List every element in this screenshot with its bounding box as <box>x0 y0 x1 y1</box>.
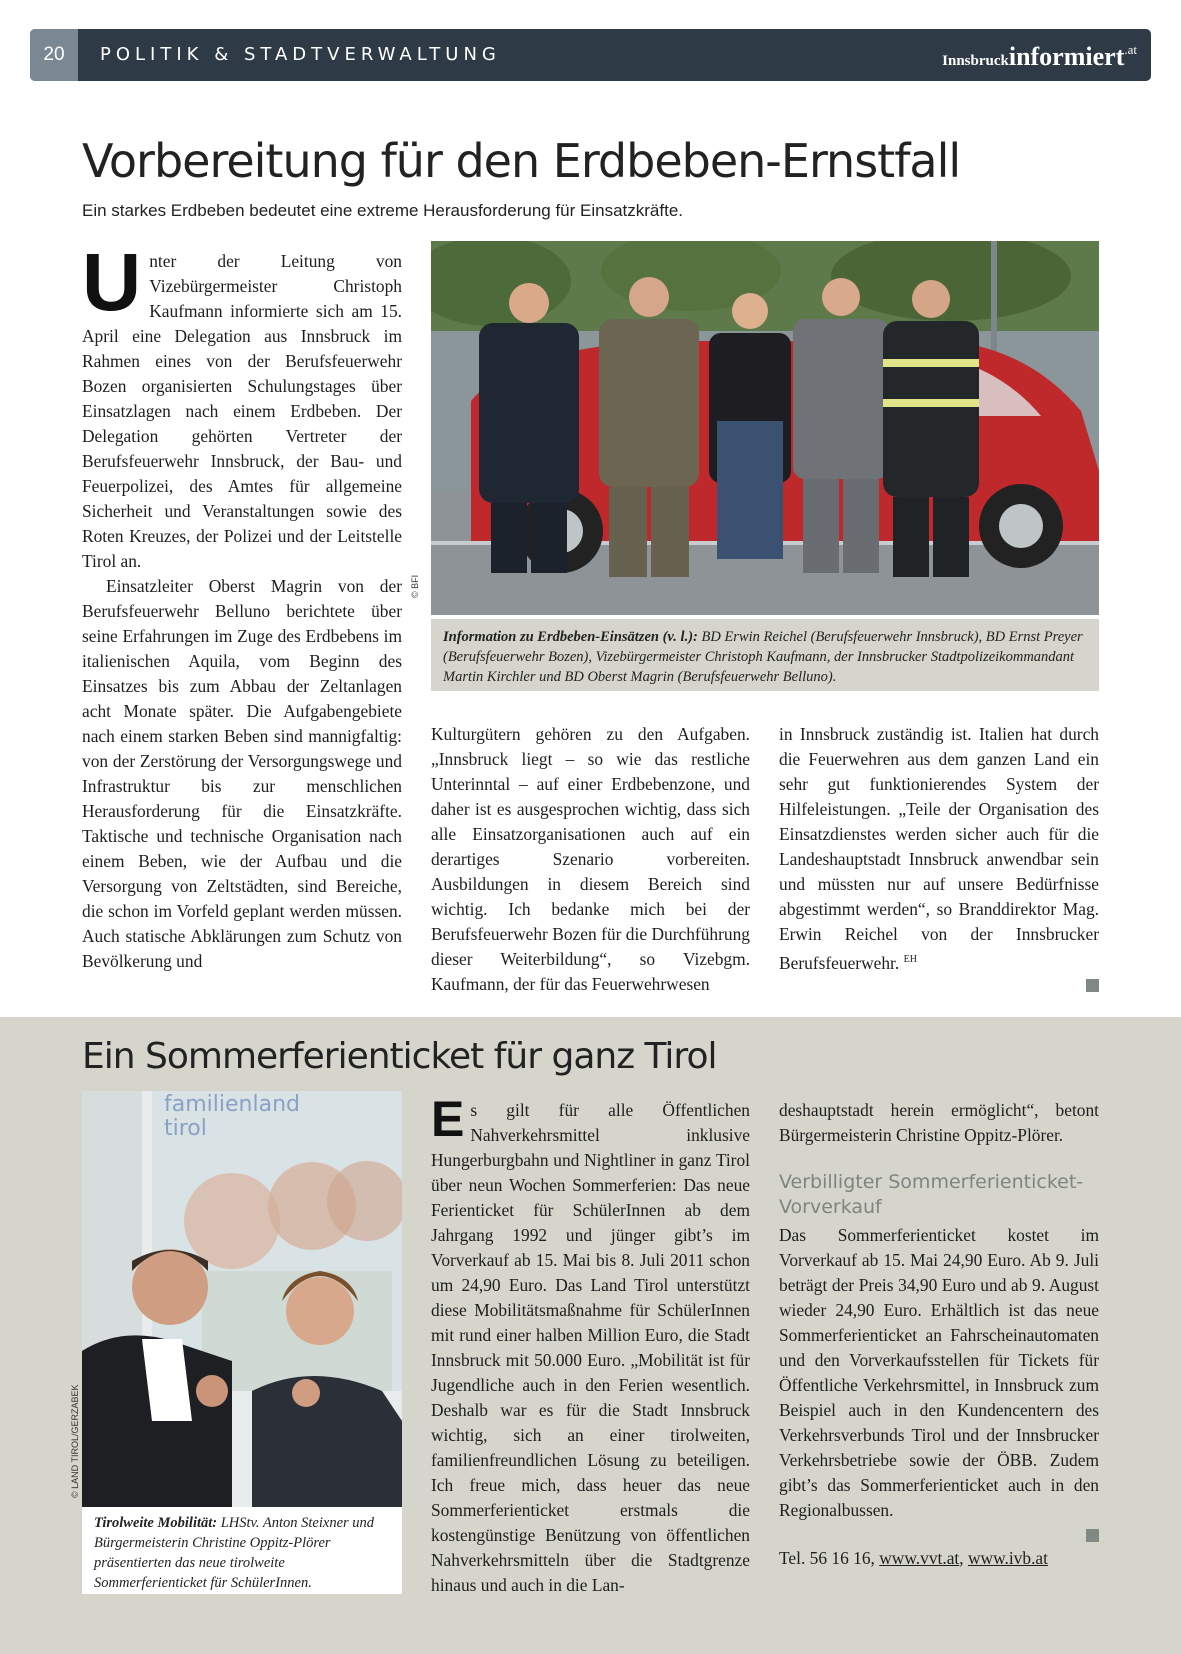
group-photo <box>431 241 1099 615</box>
article2-col2-text: s gilt für alle Öffentlichen Nahverkehrsmittel inklusive Hungerburgbahn und Nightliner in ganz Tirol über neun Wochen Sommerferien: Das neue Ferienticket für SchülerInnen ab dem Jahrgang 1992 und jünger gibt’s im Vorverkauf ab 15. Mai bis 8. Juli 2011 schon um 24,90 Euro. Das Land Tirol unterstützt diese Mobilitätsmaßnahme für SchülerInnen mit rund einer halben Million Euro, die Stadt Innsbruck mit 50.000 Euro. „Mobilität ist für Jugendliche auch in den Ferien wesentlich. Deshalb war es für die Stadt Innsbruck wichtig, sich an einer tirolweiten, familienfreundlichen Lösung zu beteiligen. Ich freue mich, dass heuer das neue Sommerferienticket erstmals die kostengünstige Benützung von öffentlichen Nahverkehrsmitteln über die Stadtgrenze hinaus und auch in die Lan- <box>431 1100 750 1595</box>
dropcap: U <box>82 237 142 328</box>
photo-caption <box>431 619 1099 691</box>
contact-line: Tel. 56 16 16, www.vvt.at, www.ivb.at <box>779 1548 1048 1568</box>
article2-column-3 <box>779 1098 1099 1571</box>
link-vvt[interactable]: www.vvt.at <box>879 1548 960 1568</box>
article2-column-2 <box>431 1091 750 1598</box>
dropcap-2: E <box>431 1091 465 1147</box>
article1-column-1 <box>82 237 402 974</box>
contact-phone: Tel. 56 16 16, <box>779 1548 875 1568</box>
page-number: 20 <box>30 29 78 81</box>
article1-para1: nter der Leitung von Vizebürgermeister Christoph Kaufmann informierte sich am 15. April eine Delegation aus Innsbruck im Rahmen eines von der Berufsfeuerwehr Bozen organisierten Schulungstages über Einsatzlagen nach einem Erdbeben. Der Delegation gehörten Vertreter der Berufsfeuerwehr Innsbruck, der Bau- und Feuerpolizei, des Amtes für allgemeine Sicherheit und Veranstaltungen sowie des Roten Kreuzes, der Polizei und der Leitstelle Tirol an. <box>82 251 402 571</box>
page-header <box>30 29 1151 81</box>
brand-suffix: .at <box>1124 42 1137 57</box>
photo-caption-2 <box>82 1507 402 1594</box>
article1-title: Vorbereitung für den Erdbeben-Ernstfall <box>82 134 961 188</box>
photo-two-people <box>82 1091 402 1507</box>
article1-para2: Einsatzleiter Oberst Magrin von der Berufsfeuerwehr Belluno berichtete über seine Erfahrungen im Zuge des Erdbebens im italienischen Aquila, vom Beginn des Einsatzes bis zum Abbau der Zeltanlagen acht Monate später. Die Aufgabengebiete nach einem starken Beben sind mannigfaltig: von der Zerstörung der Versorgungswege und Infrastruktur bis zur menschlichen Herausforderung für die Einsatzkräfte. Taktische und technische Organisation nach einem Beben, wie der Aufbau und die Versorgung von Zeltstädten, sind Bereiche, die schon im Vorfeld geplant werden müssen. Auch statische Abklärungen zum Schutz von Bevölkerung und <box>82 576 402 971</box>
end-mark <box>1086 979 1099 992</box>
brand-prefix: Innsbruck <box>942 53 1009 69</box>
poster-text-2: tirol <box>164 1116 207 1141</box>
article1-column-3 <box>779 722 1099 976</box>
section-title: POLITIK & STADTVERWALTUNG <box>100 44 501 65</box>
caption-lead: Information zu Erdbeben-Einsätzen (v. l.): <box>443 629 698 645</box>
article1-col2-text: Kulturgütern gehören zu den Aufgaben. „Innsbruck liegt – so wie das restliche Unterinntal – auf einer Erdbebenzone, und daher ist es ausgesprochen wichtig, dass sich alle Einsatzorganisationen auch auf ein derartiges Szenario vorbereiten. Ausbildungen in diesem Bereich sind wichtig. Ich bedanke mich bei der Berufsfeuerwehr Bozen für die Durchführung dieser Weiterbildung“, so Vizebgm. Kaufmann, der für das Feuerwehrwesen <box>431 724 750 994</box>
article1-col3-text: in Innsbruck zuständig ist. Italien hat durch die Feuerwehren aus dem ganzen Land ein sehr gut funktionierendes System der Hilfeleistungen. „Teile der Organisation des Einsatzdienstes werden sicher auch für die Landeshauptstadt Innsbruck anwendbar sein und müssten nur auf unsere Bedürfnisse abgestimmt werden“, so Branddirektor Mag. Erwin Reichel von der Innsbrucker Berufsfeuerwehr. <box>779 724 1099 973</box>
caption2-text: LHStv. Anton Steixner und Bürgermeisterin Christine Oppitz-Plörer präsentierten das neue tirolweite Sommerferienticket für SchülerInnen. <box>94 1515 375 1591</box>
brand-logo <box>942 42 1137 72</box>
author-initials: EH <box>903 954 917 965</box>
caption2-lead: Tirolweite Mobilität: <box>94 1515 218 1531</box>
article2-col3-body: Das Sommerferienticket kostet im Vorverkauf ab 15. Mai 24,90 Euro. Ab 9. Juli beträgt der Preis 34,90 Euro und ab 9. August wieder 24,90 Euro. Erhältlich ist das neue Sommerferienticket an Fahrscheinautomaten und den Vorverkaufsstellen für Tickets für Öffentliche Verkehrsmittel, in Innsbruck zum Beispiel auch in den Kundencentern des Verkehrsverbunds Tirol und der Innsbrucker Verkehrsbetriebe sowie der ÖBB. Zudem gibt’s das Sommerferienticket auch in den Regionalbussen. <box>779 1225 1099 1520</box>
article2-col3-top: deshauptstadt herein ermöglicht“, betont Bürgermeisterin Christine Oppitz-Plörer. <box>779 1100 1099 1145</box>
article2-title: Ein Sommerferienticket für ganz Tirol <box>82 1036 717 1077</box>
poster-text-1: familienland <box>164 1092 300 1117</box>
article1-lead: Ein starkes Erdbeben bedeutet eine extreme Herausforderung für Einsatzkräfte. <box>82 201 684 220</box>
article1-column-2 <box>431 722 750 997</box>
caption-text: BD Erwin Reichel (Berufsfeuerwehr Innsbruck), BD Ernst Preyer (Berufsfeuerwehr Bozen), Vizebürgermeister Christoph Kaufmann, der Innsbrucker Stadtpolizeikommandant Martin Kirchler und BD Oberst Magrin (Berufsfeuerwehr Belluno). <box>443 629 1083 685</box>
photo-credit-2: © LAND TIROL/GERZABEK <box>70 1384 80 1498</box>
article2-subhead: Verbilligter Sommerferienticket-Vorverkauf <box>779 1171 1084 1218</box>
photo-credit: © BFI <box>410 574 420 598</box>
brand-main: informiert <box>1008 42 1125 71</box>
end-mark-2 <box>1086 1529 1099 1542</box>
link-ivb[interactable]: www.ivb.at <box>967 1548 1048 1568</box>
